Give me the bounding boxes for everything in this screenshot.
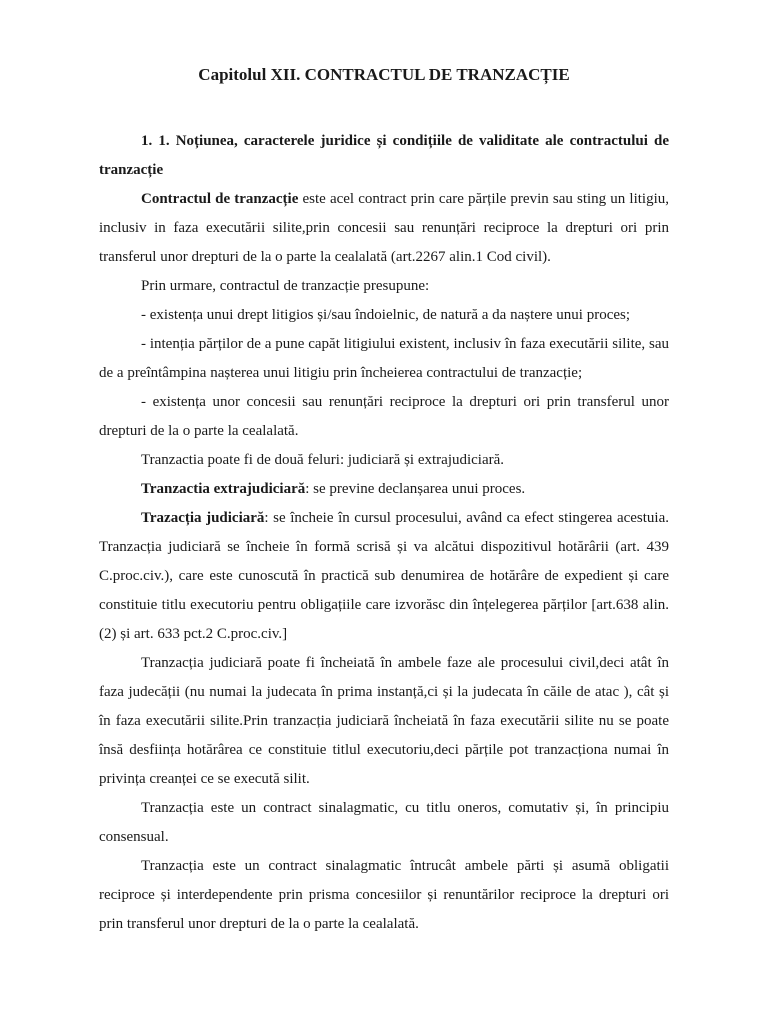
paragraph-faze-proces: Tranzacția judiciară poate fi încheiată în ambele faze ale procesului civil,deci atât în faza judecății (nu numai la judecata în prima instanță,ci și la judecata în căile de atac ), cât și în faza executării silite.Prin tranzacția judiciară încheiată în faza executării silite nu se poate însă desființa hotărârea ce constituie titlul executoriu,deci părțile pot tranzacționa numai în privința creanței ce se execută silit. bbox=[99, 655, 669, 787]
paragraph-prin-urmare: Prin urmare, contractul de tranzacție presupune: bbox=[141, 278, 430, 294]
list-item-intentia-partilor: - intenția părților de a pune capăt litigiului existent, inclusiv în faza executării silite, sau de a preîntâmpina nașterea unui litigiu prin încheierea contractului de tranzacție; bbox=[99, 336, 669, 381]
list-item-drept-litigios: - existența unui drept litigios și/sau îndoielnic, de natură a da naștere unui proces; bbox=[141, 307, 631, 323]
paragraph-sinalagmatic: Tranzacția este un contract sinalagmatic întrucât ambele părti și asumă obligatii reciproce și interdependente prin prisma concesiilor și renuntărilor reciproce la drepturi ori prin transferul unor drepturi de la o parte la cealalată. bbox=[99, 858, 669, 932]
paragraph-caractere: Tranzacția este un contract sinalagmatic, cu titlu oneros, comutativ și, în principiu consensual. bbox=[99, 800, 669, 845]
paragraph-definition bbox=[99, 185, 669, 272]
definition-text: este acel contract prin care părțile previn sau sting un litigiu, inclusiv in faza executării silite,prin concesii sau renunțări reciproce la drepturi ori prin transferul unor drepturi de la o parte la cealalată (art.2267 alin.1 Cod civil). bbox=[99, 191, 669, 265]
extrajudiciara-text: : se previne declanșarea unui proces. bbox=[305, 481, 526, 497]
paragraph-extrajudiciara bbox=[99, 475, 669, 504]
paragraph-feluri: Tranzactia poate fi de două feluri: judiciară și extrajudiciară. bbox=[141, 452, 505, 468]
list-item-concesii: - existența unor concesii sau renunțări reciproce la drepturi ori prin transferul unor drepturi de la o parte la cealalată. bbox=[99, 394, 669, 439]
term-tranzactia-extrajudiciara: Tranzactia extrajudiciară bbox=[141, 481, 306, 497]
term-contractul-de-tranzactie: Contractul de tranzacție bbox=[141, 191, 299, 207]
term-trazactia-judiciara: Trazacția judiciară bbox=[141, 510, 265, 526]
paragraph-judiciara bbox=[99, 504, 669, 649]
chapter-title: Capitolul XII. CONTRACTUL DE TRANZACȚIE bbox=[198, 65, 570, 84]
judiciara-text: : se încheie în cursul procesului, având ca efect stingerea acestuia. Tranzacția judiciară se încheie în formă scrisă și va alcătui dispozitivul hotărârii (art. 439 C.proc.civ.), care este cunoscută în practică sub denumirea de hotărâre de expedient și care constituie titlu executoriu pentru obligațiile care izvorăsc din înțelegerea părților [art.638 alin.(2) și art. 633 pct.2 C.proc.civ.] bbox=[99, 510, 669, 642]
section-heading: 1. 1. Noțiunea, caracterele juridice și condițiile de validitate ale contractului de tranzacție bbox=[99, 133, 669, 178]
